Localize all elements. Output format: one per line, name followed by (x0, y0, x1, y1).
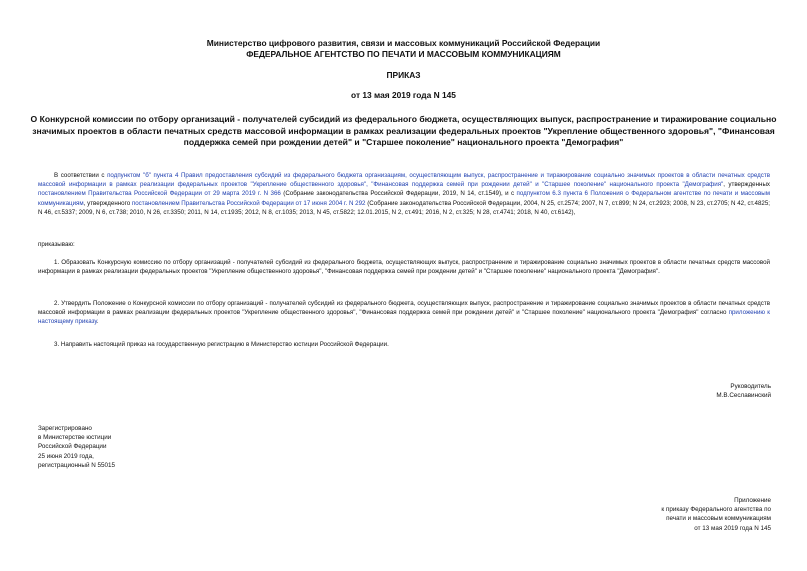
registration-block (38, 424, 238, 470)
link-appendix[interactable]: приложению к настоящему приказу (38, 309, 770, 326)
order-item-2-text: 2. Утвердить Положение о Конкурсной комиссии по отбору организаций - получателей субсидий из федерального бюджета, осуществляющих выпуск, распространение и тиражирование социально значимых проектов в области печатных средств массовой информации в рамках реализации федеральных проектов "Укрепление общественного здоровья", "Финансовая поддержка семей при рождении детей" и "Старшее поколение" национального проекта "Демография" согласно (38, 300, 770, 317)
ministry-name: Министерство цифрового развития, связи и массовых коммуникаций Российской Федерации (206, 38, 601, 48)
preamble-text-2: , утвержденных (723, 181, 770, 189)
registration-line-5: регистрационный N 55015 (38, 461, 116, 469)
order-word: приказываю: (38, 241, 75, 248)
registration-line-4: 25 июня 2019 года, (38, 452, 94, 460)
appendix-block (551, 496, 771, 533)
order-item-3: 3. Направить настоящий приказ на государственную регистрацию в Министерство юстиции Российской Федерации. (54, 341, 389, 348)
document-type: ПРИКАЗ (386, 70, 421, 80)
signature-role: Руководитель (730, 383, 771, 390)
document-date-number: от 13 мая 2019 года N 145 (351, 90, 456, 100)
link-agency-regulation[interactable]: подпунктом 6.3 пункта 6 Положения о Федеральном агентстве по печати и массовым коммуникациям (38, 190, 770, 207)
agency-name: ФЕДЕРАЛЬНОЕ АГЕНТСТВО ПО ПЕЧАТИ И МАССОВЫМ КОММУНИКАЦИЯМ (246, 49, 561, 59)
document-title: О Конкурсной комиссии по отбору организаций - получателей субсидий из федерального бюджета, осуществляющих выпуск, распространение и тиражирование социально значимых проектов в области печатных средств массовой информации в рамках реализации федеральных проектов "Укрепление общественного здоровья", "Финансовая поддержка семей при рождении детей" и "Старшее поколение" национального проекта "Демография" (30, 114, 777, 147)
link-government-decree-292[interactable]: постановлением Правительства Российской Федерации от 17 июня 2004 г. N 292 (131, 199, 366, 207)
signature-block (571, 382, 771, 400)
link-rules-subsidies[interactable]: подпунктом "б" пункта 4 Правил предоставления субсидий из федерального бюджета организациям, осуществляющим выпуск, распространение и тиражирование социально значимых проектов в области печатных средств массовой информации в рамках реализации федеральных проектов "Укрепление общественного здоровья", "Финансовая поддержка семей при рождении детей" и "Старшее поколение" национального проекта "Демография" (38, 172, 771, 189)
signature-name: М.В.Сеславинский (716, 392, 771, 400)
preamble-text-5: (Собрание законодательства Российской Федерации, 2004, N 25, ст.2574; 2007, N 7, ст.899; N 24, ст.2923; 2008, N 23, ст.2705; N 42, ст.4825; N 46, ст.5337; 2009, N 6, ст.738; 2010, N 26, ст.3350; 2011, N 14, ст.1935; 2012, N 8, ст.1035; 2013, N 45, ст.5822; 12.01.2015, N 2, ст.491; 2016, N 2, ст.325; N 28, ст.4741; 2018, N 40, ст.6142), (38, 199, 771, 216)
registration-line-3: Российской Федерации (38, 443, 107, 451)
appendix-line-2: к приказу Федерального агентства по (661, 506, 771, 514)
preamble-text-1: В соответствии с (54, 172, 108, 179)
link-government-decree-366[interactable]: постановлением Правительства Российской Федерации от 29 марта 2019 г. N 366 (38, 190, 281, 198)
appendix-line-3: печати и массовым коммуникациям (666, 515, 771, 523)
appendix-line-1: Приложение (734, 497, 771, 504)
preamble-text-4: , утвержденного (83, 199, 132, 207)
order-item-2-end: . (96, 318, 99, 326)
appendix-line-4: от 13 мая 2019 года N 145 (694, 524, 771, 532)
registration-line-1: Зарегистрировано (38, 425, 92, 432)
order-item-1: 1. Образовать Конкурсную комиссию по отбору организаций - получателей субсидий из федерального бюджета, осуществляющих выпуск, распространение и тиражирование социально значимых проектов в области печатных средств массовой информации в рамках реализации федеральных проектов "Укрепление общественного здоровья", "Финансовая поддержка семей при рождении детей" и "Старшее поколение" национального проекта "Демография". (38, 259, 770, 276)
order-item-2 (38, 299, 770, 327)
preamble-text-3: (Собрание законодательства Российской Федерации, 2019, N 14, ст.1549), и с (280, 190, 517, 198)
preamble-paragraph (38, 171, 770, 217)
registration-line-2: в Министерстве юстиции (38, 434, 112, 442)
